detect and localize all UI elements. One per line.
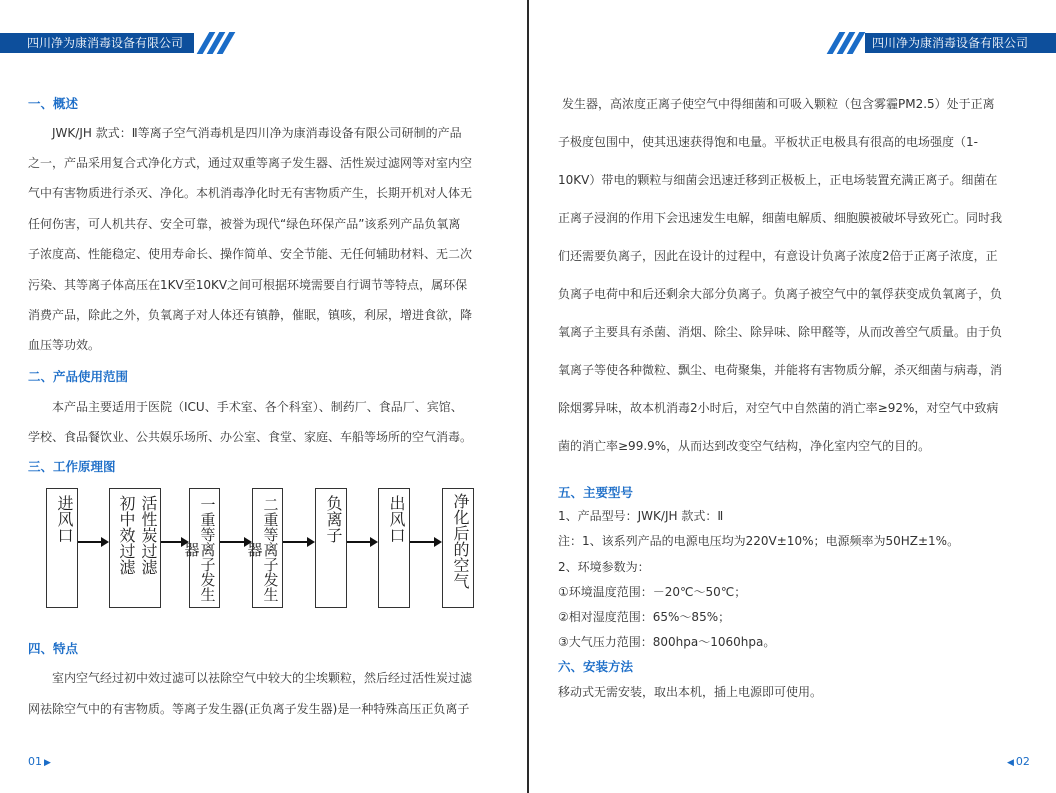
- features-line: 室内空气经过初中效过滤可以祛除空气中较大的尘埃颗粒，然后经过活性炭过滤: [52, 671, 473, 685]
- models-line: 2、环境参数为：: [558, 560, 650, 574]
- models-line: 1、产品型号：JWK/JH 款式：Ⅱ: [558, 509, 724, 523]
- continued-line: 菌的消亡率≥99.9%，从而达到改变空气结构，净化室内空气的目的。: [558, 439, 931, 453]
- models-line: 注：1、该系列产品的电源电压均为220V±10%；电源频率为50HZ±1%。: [558, 534, 960, 548]
- header-bar-right: [865, 33, 1056, 53]
- flow-label-plasma-1: 一重等离子发生器: [182, 497, 217, 602]
- heading-overview: 一、概述: [28, 96, 79, 111]
- flow-box-purified-air: [442, 488, 474, 608]
- page-number-left: [28, 755, 51, 768]
- overview-line: JWK/JH 款式：Ⅱ等离子空气消毒机是四川净为康消毒设备有限公司研制的产品: [52, 126, 462, 140]
- install-line: 移动式无需安装，取出本机，插上电源即可使用。: [558, 685, 823, 699]
- overview-line: 污染、其等离子体高压在1KV至10KV之间可根据环境需要自行调节等特点，属环保: [28, 278, 468, 292]
- flow-box-negative-ion: [315, 488, 347, 608]
- flow-label-inlet: 进风口: [55, 495, 74, 543]
- heading-models: 五、主要型号: [558, 485, 634, 500]
- flow-box-inlet: [46, 488, 78, 608]
- flow-label-plasma-2: 二重等离子发生器: [245, 497, 280, 602]
- flow-label-outlet: 出风口: [387, 495, 406, 543]
- flow-box-filters: [109, 488, 161, 608]
- continued-line: 10KV）带电的颗粒与细菌会迅速迁移到正极板上，正电场装置充满正离子。细菌在: [558, 173, 998, 187]
- continued-line: 发生器，高浓度正离子使空气中得细菌和可吸入颗粒（包含雾霾PM2.5）处于正离: [562, 97, 995, 111]
- overview-line: 气中有害物质进行杀灭、净化。本机消毒净化时无有害物质产生，长期开机对人体无: [28, 186, 473, 200]
- heading-principle: 三、工作原理图: [28, 459, 116, 474]
- flow-arrow: [283, 537, 315, 547]
- company-name-right: 四川净为康消毒设备有限公司: [872, 36, 1029, 50]
- overview-line: 子浓度高、性能稳定、使用寿命长、操作简单、安全节能、无任何辅助材料、无二次: [28, 247, 473, 261]
- flow-label-negative-ion: 负离子: [324, 495, 343, 543]
- flow-box-plasma-1: [182, 488, 220, 608]
- continued-line: 负离子电荷中和后还剩余大部分负离子。负离子被空气中的氧俘获变成负氧离子，负: [558, 287, 1003, 301]
- usage-line: 学校、食品餐饮业、公共娱乐场所、办公室、食堂、家庭、车船等场所的空气消毒。: [28, 430, 473, 444]
- heading-usage: 二、产品使用范围: [28, 369, 129, 384]
- models-line: ③大气压力范围：800hpa～1060hpa。: [558, 635, 776, 649]
- flow-box-plasma-2: [245, 488, 283, 608]
- continued-line: 除烟雾异味，故本机消毒2小时后，对空气中自然菌的消亡率≥92%，对空气中致病: [558, 401, 999, 415]
- page-arrow-left-icon: ◀: [1007, 758, 1014, 768]
- flow-label-primary-filter: 初中效过滤: [117, 495, 136, 575]
- flow-label-carbon-filter: 活性炭过滤: [139, 495, 158, 575]
- company-name-left: 四川净为康消毒设备有限公司: [27, 36, 184, 50]
- header-bar-left: [0, 33, 194, 53]
- models-line: ①环境温度范围：－20℃～50℃；: [558, 585, 747, 599]
- heading-install: 六、安装方法: [558, 659, 634, 674]
- continued-line: 子极度包围中，使其迅速获得饱和电量。平板状正电极具有很高的电场强度（1-: [558, 135, 978, 149]
- flow-box-outlet: [378, 488, 410, 608]
- page-number-text: 01: [28, 755, 42, 768]
- flow-arrow: [347, 537, 378, 547]
- page-number-text: 02: [1015, 755, 1030, 768]
- models-line: ②相对湿度范围：65%～85%；: [558, 610, 731, 624]
- continued-line: 氧离子主要具有杀菌、消烟、除尘、除异味、除甲醛等，从而改善空气质量。由于负: [558, 325, 1003, 339]
- overview-line: 血压等功效。: [28, 338, 101, 352]
- overview-line: 之一，产品采用复合式净化方式，通过双重等离子发生器、活性炭过滤网等对室内空: [28, 156, 473, 170]
- usage-line: 本产品主要适用于医院（ICU、手术室、各个科室）、制药厂、食品厂、宾馆、: [52, 400, 463, 414]
- heading-features: 四、特点: [28, 641, 79, 656]
- page-arrow-right-icon: ▶: [44, 758, 51, 768]
- right-page: [529, 0, 1056, 793]
- overview-line: 任何伤害，可人机共存、安全可靠，被誉为现代“绿色环保产品”该系列产品负氧离: [28, 217, 461, 231]
- features-line: 网祛除空气中的有害物质。等离子发生器(正负离子发生器)是一种特殊高压正负离子: [28, 702, 470, 716]
- continued-line: 氧离子等使各种微粒、飘尘、电荷聚集，并能将有害物质分解，杀灭细菌与病毒，消: [558, 363, 1003, 377]
- flow-label-purified-air: 净化后的空气: [451, 493, 470, 589]
- left-page: [0, 0, 527, 793]
- page-number-right: [1007, 755, 1030, 768]
- continued-line: 正离子浸润的作用下会迅速发生电解，细菌电解质、细胞膜被破坏导致死亡。同时我: [558, 211, 1003, 225]
- overview-line: 消费产品，除此之外，负氧离子对人体还有镇静，催眠，镇咳，利尿，增进食欲，降: [28, 308, 473, 322]
- continued-line: 们还需要负离子，因此在设计的过程中，有意设计负离子浓度2倍于正离子浓度，正: [558, 249, 998, 263]
- flow-arrow: [78, 537, 109, 547]
- flow-arrow: [410, 537, 442, 547]
